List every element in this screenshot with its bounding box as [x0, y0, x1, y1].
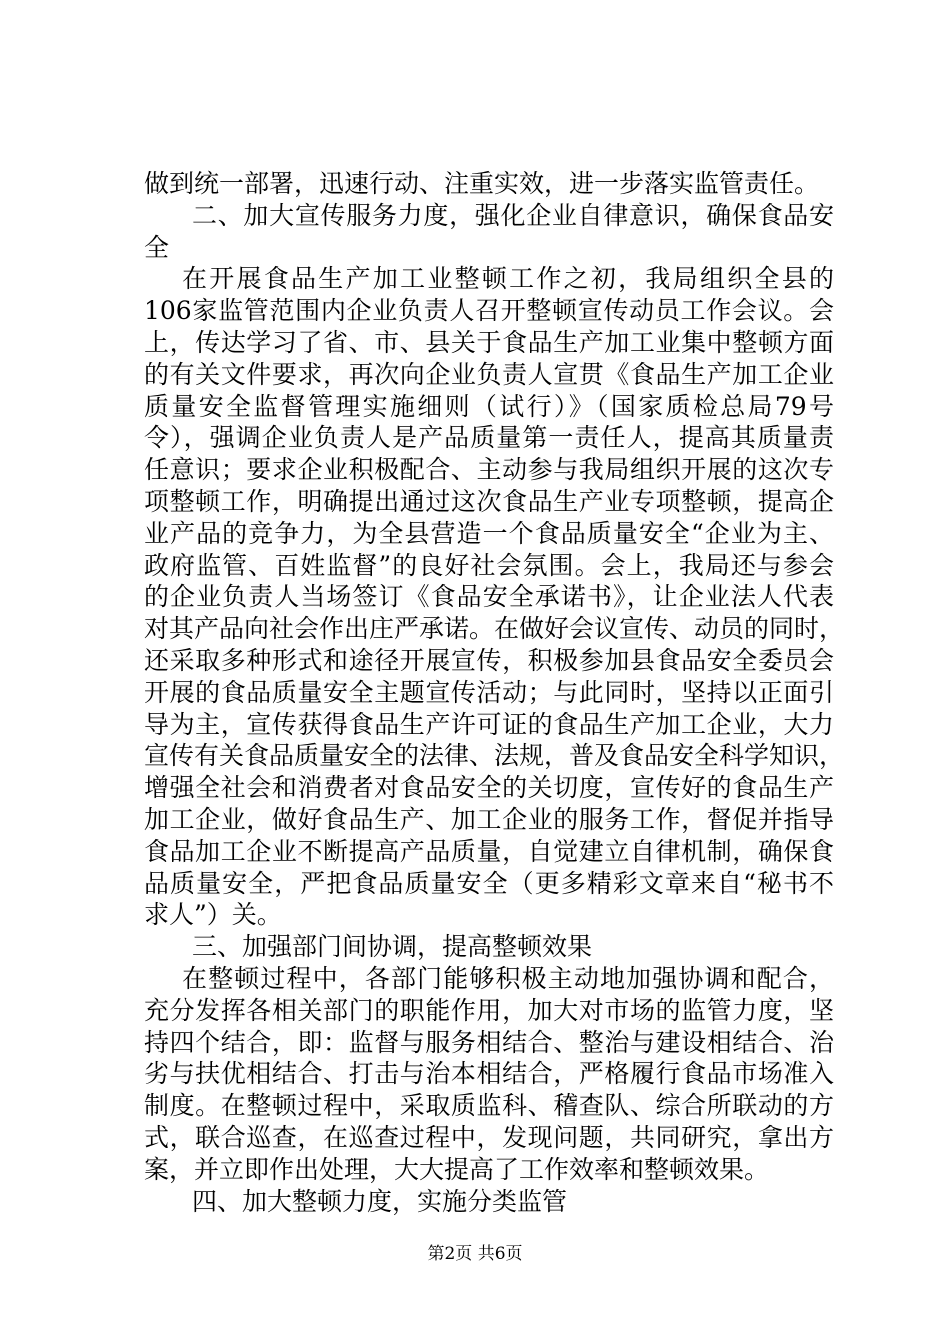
section-heading: 四、加大整顿力度，实施分类监管 — [192, 1186, 568, 1216]
section-heading: 三、加强部门间协调，提高整顿效果 — [192, 932, 593, 962]
text-line: 充分发挥各相关部门的职能作用，加大对市场的监管力度，坚 — [144, 995, 834, 1025]
text-line: 还采取多种形式和途径开展宣传，积极参加县食品安全委员会 — [144, 645, 834, 675]
text-line: 制度。在整顿过程中，采取质监科、稽查队、综合所联动的方 — [144, 1091, 834, 1121]
text-line: 导为主，宣传获得食品生产许可证的食品生产加工企业，大力 — [144, 709, 834, 739]
text-line: 求人”）关。 — [144, 900, 282, 930]
text-line: 宣传有关食品质量安全的法律、法规，普及食品安全科学知识， — [144, 741, 845, 771]
text-line: 开展的食品质量安全主题宣传活动；与此同时，坚持以正面引 — [144, 677, 834, 707]
text-line: 的企业负责人当场签订《食品安全承诺书》，让企业法人代表 — [144, 582, 834, 612]
text-line: 业产品的竞争力，为全县营造一个食品质量安全“企业为主、 — [144, 518, 834, 548]
section-heading: 二、加大宣传服务力度，强化企业自律意识，确保食品安 — [192, 200, 834, 230]
text-line: 的有关文件要求，再次向企业负责人宣贯《食品生产加工企业 — [144, 359, 834, 389]
paragraph-first-line: 在整顿过程中，各部门能够积极主动地加强协调和配合， — [182, 963, 834, 993]
paragraph-first-line: 在开展食品生产加工业整顿工作之初，我局组织全县的 — [182, 264, 834, 294]
text-line: 持四个结合，即：监督与服务相结合、整治与建设相结合、治 — [144, 1027, 834, 1057]
page-number: 第2页 共6页 — [427, 1244, 523, 1264]
text-line: 项整顿工作，明确提出通过这次食品生产业专项整顿，提高企 — [144, 486, 834, 516]
document-body — [144, 168, 845, 1217]
text-line: 106家监管范围内企业负责人召开整顿宣传动员工作会议。会 — [144, 296, 834, 326]
section-heading-continuation: 全 — [144, 232, 170, 262]
text-line: 任意识；要求企业积极配合、主动参与我局组织开展的这次专 — [144, 455, 834, 485]
text-line: 案，并立即作出处理，大大提高了工作效率和整顿效果。 — [144, 1154, 770, 1184]
text-line: 上，传达学习了省、市、县关于食品生产加工业集中整顿方面 — [144, 327, 834, 357]
text-line: 做到统一部署，迅速行动、注重实效，进一步落实监管责任。 — [144, 169, 820, 198]
text-line: 质量安全监督管理实施细则（试行）》（国家质检总局79号 — [144, 391, 834, 421]
text-line: 品质量安全，严把食品质量安全（更多精彩文章来自“秘书不 — [144, 868, 834, 898]
text-line: 政府监管、百姓监督”的良好社会氛围。会上，我局还与参会 — [144, 550, 834, 580]
text-line: 劣与扶优相结合、打击与治本相结合，严格履行食品市场准入 — [144, 1059, 834, 1089]
text-line: 式，联合巡查，在巡查过程中，发现问题，共同研究，拿出方 — [144, 1122, 834, 1152]
text-line: 增强全社会和消费者对食品安全的关切度，宣传好的食品生产 — [144, 773, 834, 803]
text-line: 令），强调企业负责人是产品质量第一责任人，提高其质量责 — [144, 423, 834, 453]
text-line: 对其产品向社会作出庄严承诺。在做好会议宣传、动员的同时， — [144, 614, 845, 644]
text-line: 食品加工企业不断提高产品质量，自觉建立自律机制，确保食 — [144, 836, 834, 866]
text-line: 加工企业，做好食品生产、加工企业的服务工作，督促并指导 — [144, 804, 834, 834]
